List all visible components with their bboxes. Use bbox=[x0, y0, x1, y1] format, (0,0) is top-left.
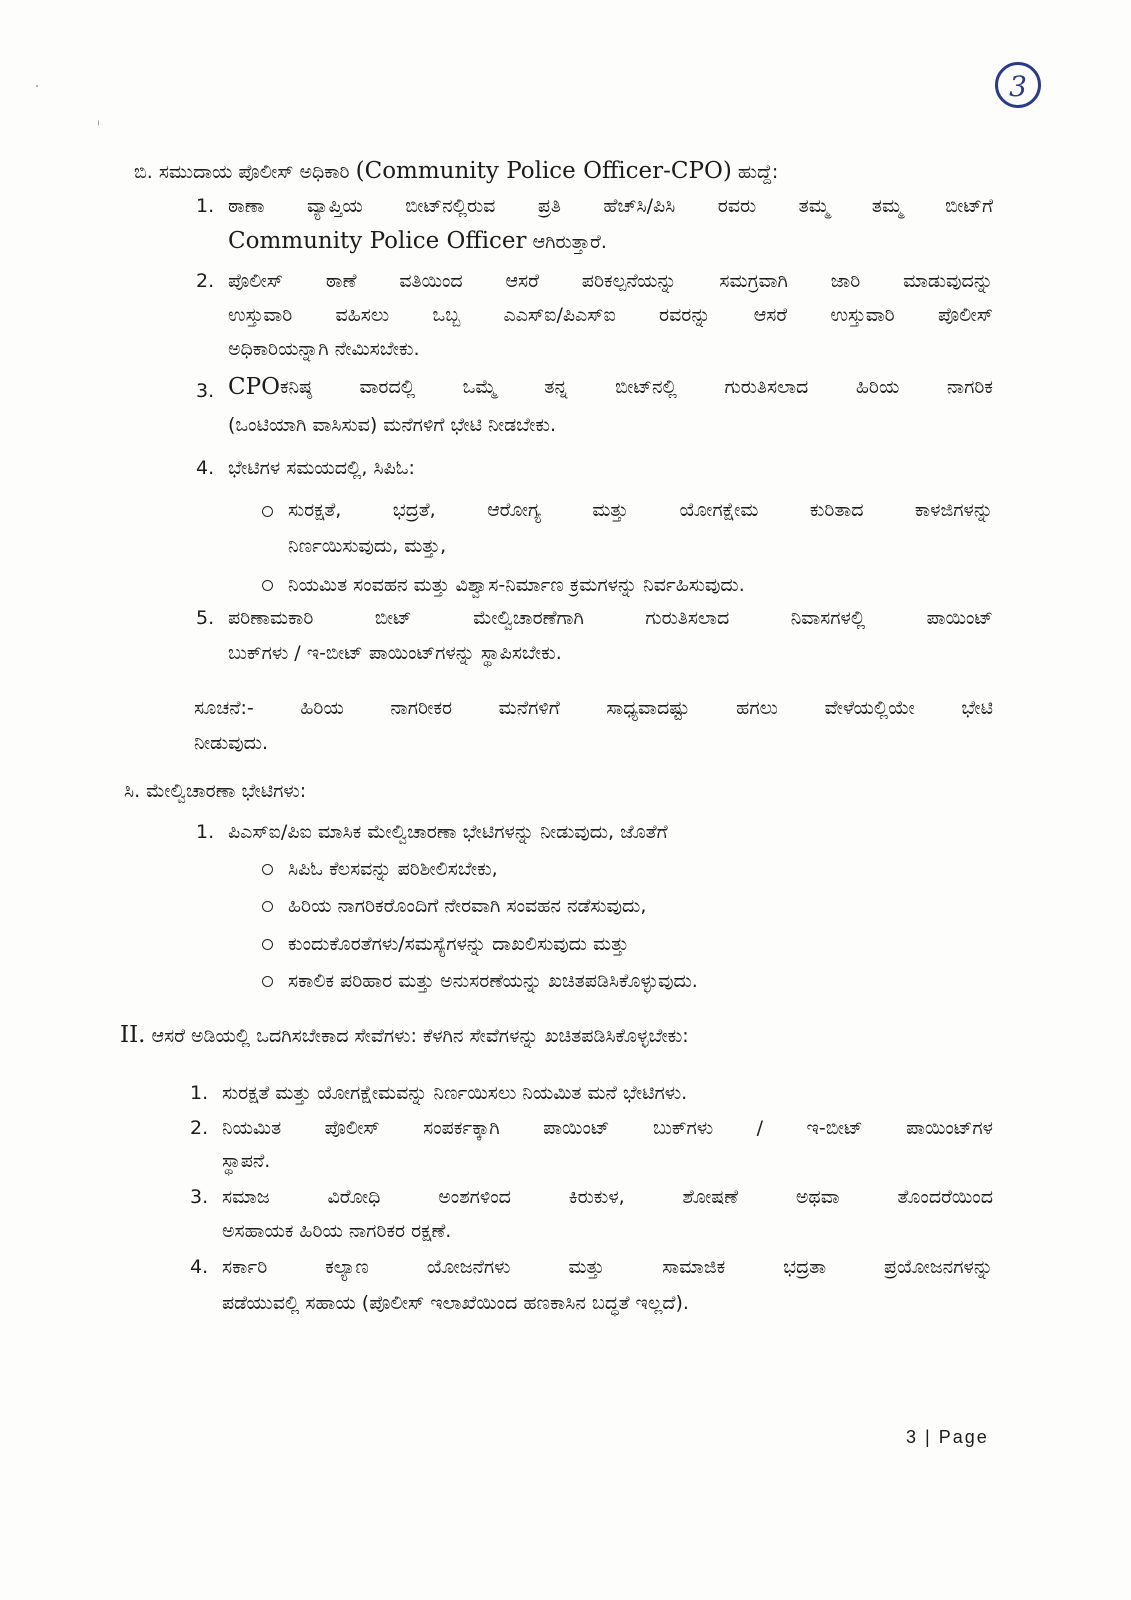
list-number: 5. bbox=[196, 607, 215, 629]
sub-bullet-text: ಸಕಾಲಿಕ ಪರಿಹಾರ ಮತ್ತು ಅನುಸರಣೆಯನ್ನು ಖಚಿತಪಡಿಸಿಕೊಳ್ಳುವುದು. bbox=[288, 970, 698, 992]
list-number: 1. bbox=[196, 195, 215, 217]
list-item-text: ಸರ್ಕಾರಿ ಕಲ್ಯಾಣ ಯೋಜನೆಗಳು ಮತ್ತು ಸಾಮಾಜಿಕ ಭದ್ರತಾ ಪ್ರಯೋಜನಗಳನ್ನು bbox=[222, 1256, 993, 1278]
list-item-text: (ಒಂಟಿಯಾಗಿ ವಾಸಿಸುವ) ಮನೆಗಳಿಗೆ ಭೇಟಿ ನೀಡಬೇಕು. bbox=[228, 414, 557, 436]
section-b-heading-en: (Community Police Officer-CPO) bbox=[355, 158, 732, 184]
list-number: 4. bbox=[190, 1256, 209, 1278]
list-item-text: ಬುಕ್‌ಗಳು / ಇ-ಬೀಟ್ ಪಾಯಿಂಟ್‌ಗಳನ್ನು ಸ್ಥಾಪಿಸಬೇಕು. bbox=[228, 642, 562, 664]
bullet-circle-icon bbox=[262, 864, 273, 875]
section-ii-heading bbox=[120, 1022, 689, 1049]
list-number: 3. bbox=[190, 1186, 209, 1208]
section-ii-heading-text: ಆಸರೆ ಅಡಿಯಲ್ಲಿ ಒದಗಿಸಬೇಕಾದ ಸೇವೆಗಳು: ಕೆಳಗಿನ ಸೇವೆಗಳನ್ನು ಖಚಿತಪಡಿಸಿಕೊಳ್ಳಬೇಕು: bbox=[145, 1025, 689, 1047]
bullet-circle-icon bbox=[262, 580, 273, 591]
note-text: ನೀಡುವುದು. bbox=[194, 732, 269, 754]
list-item-text: ನಿಯಮಿತ ಪೊಲೀಸ್ ಸಂಪರ್ಕಕ್ಕಾಗಿ ಪಾಯಿಂಟ್ ಬುಕ್‌ಗಳು / ಇ-ಬೀಟ್ ಪಾಯಿಂಟ್‌ಗಳ bbox=[222, 1117, 993, 1139]
list-number: 2. bbox=[196, 270, 215, 292]
sub-bullet-text: ಸುರಕ್ಷತೆ, ಭದ್ರತೆ, ಆರೋಗ್ಯ ಮತ್ತು ಯೋಗಕ್ಷೇಮ ಕುರಿತಾದ ಕಾಳಜಿಗಳನ್ನು bbox=[288, 499, 993, 521]
list-item-text bbox=[228, 228, 607, 255]
list-item-text: ಭೇಟಿಗಳ ಸಮಯದಲ್ಲಿ, ಸಿಪಿಓ: bbox=[228, 457, 415, 479]
section-b-heading-suffix: ಹುದ್ದೆ: bbox=[731, 161, 779, 183]
list-item-text: ಪರಿಣಾಮಕಾರಿ ಬೀಟ್ ಮೇಲ್ವಿಚಾರಣೆಗಾಗಿ ಗುರುತಿಸಲಾದ ನಿವಾಸಗಳಲ್ಲಿ ಪಾಯಿಂಟ್ bbox=[228, 607, 993, 629]
cpo-abbr-en: CPO bbox=[228, 374, 280, 400]
sub-bullet-text: ನಿಯಮಿತ ಸಂವಹನ ಮತ್ತು ವಿಶ್ವಾಸ-ನಿರ್ಮಾಣ ಕ್ರಮಗಳನ್ನು ನಿರ್ವಹಿಸುವುದು. bbox=[288, 574, 745, 596]
list-item-text-suffix: ಆಗಿರುತ್ತಾರೆ. bbox=[526, 231, 607, 253]
list-item-text: ಸಮಾಜ ವಿರೋಧಿ ಅಂಶಗಳಿಂದ ಕಿರುಕುಳ, ಶೋಷಣೆ ಅಥವಾ ತೊಂದರೆಯಿಂದ bbox=[222, 1186, 993, 1208]
note-text: ಸೂಚನೆ:- ಹಿರಿಯ ನಾಗರೀಕರ ಮನೆಗಳಿಗೆ ಸಾಧ್ಯವಾದಷ್ಟು ಹಗಲು ವೇಳೆಯಲ್ಲಿಯೇ ಭೇಟಿ bbox=[194, 697, 993, 719]
list-number: 3. bbox=[196, 380, 215, 402]
list-item-text: ಸ್ಥಾಪನೆ. bbox=[222, 1150, 271, 1172]
sub-bullet-text: ಹಿರಿಯ ನಾಗರಿಕರೊಂದಿಗೆ ನೇರವಾಗಿ ಸಂವಹನ ನಡೆಸುವುದು, bbox=[288, 895, 647, 917]
bullet-circle-icon bbox=[262, 901, 273, 912]
bullet-circle-icon bbox=[262, 506, 273, 517]
list-item-text: ಅಧಿಕಾರಿಯನ್ನಾಗಿ ನೇಮಿಸಬೇಕು. bbox=[228, 338, 420, 360]
list-item-text: ಠಾಣಾ ವ್ಯಾಪ್ತಿಯ ಬೀಟ್‌ನಲ್ಲಿರುವ ಪ್ರತಿ ಹೆಚ್‌ಸಿ/ಪಿಸಿ ರವರು ತಮ್ಮ ತಮ್ಮ ಬೀಟ್‌ಗೆ bbox=[228, 195, 993, 217]
bullet-circle-icon bbox=[262, 976, 273, 987]
list-item-text-rest: ಕನಿಷ್ಠ ವಾರದಲ್ಲಿ ಒಮ್ಮೆ ತನ್ನ ಬೀಟ್‌ನಲ್ಲಿ ಗುರುತಿಸಲಾದ ಹಿರಿಯ ನಾಗರಿಕ bbox=[279, 376, 993, 398]
bullet-circle-icon bbox=[262, 939, 273, 950]
page-marker-circle: 3 bbox=[995, 62, 1041, 108]
page-number-footer: 3 | Page bbox=[906, 1427, 989, 1447]
sub-bullet-text: ಸಿಪಿಓ ಕೆಲಸವನ್ನು ಪರಿಶೀಲಿಸಬೇಕು, bbox=[288, 858, 498, 880]
sub-bullet-text: ಕುಂದುಕೊರತೆಗಳು/ಸಮಸ್ಯೆಗಳನ್ನು ದಾಖಲಿಸುವುದು ಮತ್ತು bbox=[288, 933, 629, 955]
scan-speck bbox=[36, 85, 38, 87]
list-item-text bbox=[228, 374, 993, 400]
list-item-text: ಉಸ್ತುವಾರಿ ವಹಿಸಲು ಒಬ್ಬ ಎಎಸ್‌ಐ/ಪಿಎಸ್‌ಐ ರವರನ್ನು ಆಸರೆ ಉಸ್ತುವಾರಿ ಪೊಲೀಸ್ bbox=[228, 304, 993, 326]
section-ii-numeral: II. bbox=[120, 1022, 146, 1048]
sub-bullet-text: ನಿರ್ಣಯಿಸುವುದು, ಮತ್ತು, bbox=[288, 535, 447, 557]
section-c-heading: ಸಿ. ಮೇಲ್ವಿಚಾರಣಾ ಭೇಟಿಗಳು: bbox=[124, 780, 307, 802]
list-item-text: ಪೊಲೀಸ್ ಠಾಣೆ ವತಿಯಿಂದ ಆಸರೆ ಪರಿಕಲ್ಪನೆಯನ್ನು ಸಮಗ್ರವಾಗಿ ಜಾರಿ ಮಾಡುವುದನ್ನು bbox=[228, 270, 993, 292]
section-b-heading-kn: ಬಿ. ಸಮುದಾಯ ಪೊಲೀಸ್ ಅಧಿಕಾರಿ bbox=[134, 161, 356, 183]
list-item-text: ಪಿಎಸ್‌ಐ/ಪಿಐ ಮಾಸಿಕ ಮೇಲ್ವಿಚಾರಣಾ ಭೇಟಿಗಳನ್ನು ನೀಡುವುದು, ಜೊತೆಗೆ bbox=[228, 821, 668, 843]
section-b-heading bbox=[134, 158, 778, 185]
list-item-text: ಸುರಕ್ಷತೆ ಮತ್ತು ಯೋಗಕ್ಷೇಮವನ್ನು ನಿರ್ಣಯಿಸಲು ನಿಯಮಿತ ಮನೆ ಭೇಟಿಗಳು. bbox=[222, 1082, 688, 1104]
list-number: 1. bbox=[196, 821, 215, 843]
list-number: 4. bbox=[196, 457, 215, 479]
cpo-term-en: Community Police Officer bbox=[228, 228, 527, 254]
scan-speck bbox=[98, 120, 99, 126]
list-number: 2. bbox=[190, 1117, 209, 1139]
list-item-text: ಅಸಹಾಯಕ ಹಿರಿಯ ನಾಗರಿಕರ ರಕ್ಷಣೆ. bbox=[222, 1220, 452, 1242]
list-number: 1. bbox=[190, 1082, 209, 1104]
list-item-text: ಪಡೆಯುವಲ್ಲಿ ಸಹಾಯ (ಪೊಲೀಸ್ ಇಲಾಖೆಯಿಂದ ಹಣಕಾಸಿನ ಬದ್ಧತೆ ಇಲ್ಲದೆ). bbox=[222, 1292, 689, 1314]
